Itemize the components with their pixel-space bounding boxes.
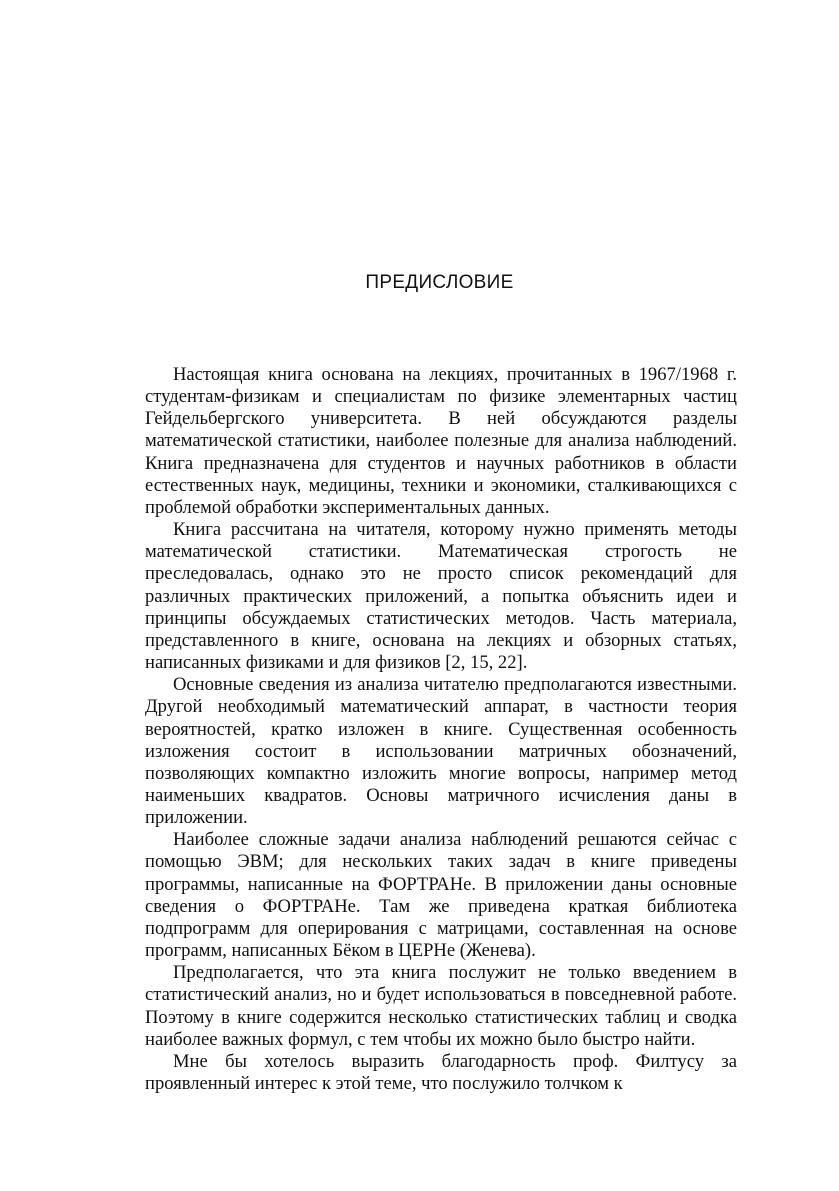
paragraph-4: Наиболее сложные задачи анализа наблюдений решаются сейчас с помощью ЭВМ; для нескольких таких задач в книге приведены программы, написанные на ФОРТРАНе. В приложении даны основные сведения о ФОРТРАНе. Там же приведена краткая библиотека подпрограмм для оперирования с матрицами, составленная на основе программ, написанных Бёком в ЦЕРНе (Женева). bbox=[145, 829, 737, 962]
paragraph-5: Предполагается, что эта книга послужит не только введением в статистический анализ, но и будет использоваться в повседневной работе. Поэтому в книге содержится несколько статистических таблиц и сводка наиболее важных формул, с тем чтобы их можно было быстро найти. bbox=[145, 962, 737, 1050]
paragraph-6: Мне бы хотелось выразить благодарность проф. Филтусу за проявленный интерес к этой теме, что послужило толчком к bbox=[145, 1050, 737, 1094]
page-title: ПРЕДИСЛОВИЕ bbox=[365, 272, 514, 293]
paragraph-1: Настоящая книга основана на лекциях, прочитанных в 1967/1968 г. студентам-физикам и специалистам по физике элементарных частиц Гейдельбергского университета. В ней обсуждаются разделы математической статистики, наиболее полезные для анализа наблюдений. Книга предназначена для студентов и научных работников в области естественных наук, медицины, техники и экономики, сталкивающихся с проблемой обработки экспериментальных данных. bbox=[145, 364, 737, 518]
paragraph-3: Основные сведения из анализа читателю предполагаются известными. Другой необходимый математический аппарат, в частности теория вероятностей, кратко изложен в книге. Существенная особенность изложения состоит в использовании матричных обозначений, позволяющих компактно изложить многие вопросы, например метод наименьших квадратов. Основы матричного исчисления даны в приложении. bbox=[145, 674, 737, 829]
paragraph-2: Книга рассчитана на читателя, которому нужно применять методы математической статистики. Математическая строгость не преследовалась, однако это не просто список рекомендаций для различных практических приложений, а попытка объяснить идеи и принципы обсуждаемых статистических методов. Часть материала, представленного в книге, основана на лекциях и обзорных статьях, написанных физиками и для физиков [2, 15, 22]. bbox=[145, 519, 737, 674]
preface-body bbox=[145, 364, 737, 1095]
